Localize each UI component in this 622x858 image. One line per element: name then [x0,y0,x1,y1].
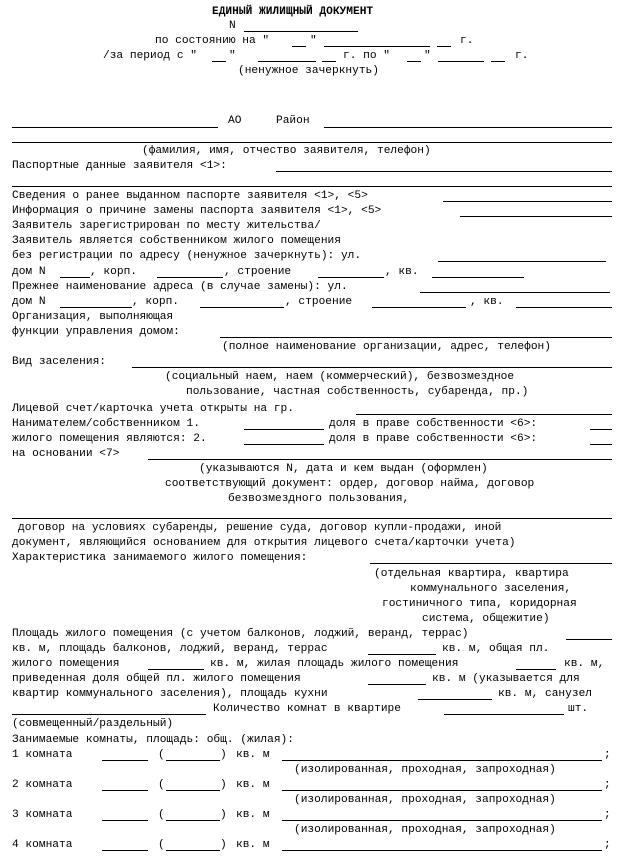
room-area-field[interactable] [102,760,148,761]
document-number-field[interactable] [244,31,358,32]
no-reg-address-label: без регистрации по адресу (ненужное зачеркнуть): ул. [12,250,362,262]
period-label: /за период с " [103,50,197,62]
strike-note: (ненужное зачеркнуть) [238,65,379,77]
room-area-field[interactable] [102,820,148,821]
kitchen-area-field[interactable] [418,699,492,700]
room-type-field[interactable] [282,790,602,791]
org-label-2: функции управления домом: [12,326,180,338]
period-to-label: г. по " [343,50,390,62]
as-of-quote: " [310,35,317,47]
room-semicolon: ; [604,839,611,851]
char-caption-3: гостиничного типа, коридорная [382,598,577,610]
passport-field[interactable] [276,171,612,172]
room-living-area-field[interactable] [166,850,220,851]
room-label: 2 комната [12,779,73,791]
char-caption-1: (отдельная квартира, квартира [374,568,569,580]
living-area-field[interactable] [516,669,556,670]
prev-street-field[interactable] [420,292,610,293]
replace-reason-label: Информация о причине замены паспорта заявителя <1>, <5> [12,205,382,217]
area-line-3a: жилого помещения [12,658,120,670]
prev-house-field[interactable] [60,307,132,308]
basis-caption-5: документ, являющийся основанием для открытия лицевого счета/карточки учета) [12,537,516,549]
korp-label: , корп. [90,266,137,278]
as-of-year-suffix: г. [460,35,474,47]
room-type-field[interactable] [282,850,602,851]
basis-caption-1: (указываются N, дата и кем выдан (оформлен) [199,463,488,475]
applicant-name-caption: (фамилия, имя, отчество заявителя, телефон) [142,145,431,157]
room-type-caption: (изолированная, проходная, запроходная) [294,764,556,776]
room-type-field[interactable] [282,820,602,821]
area-line-4b: кв. м (указывается для [432,673,580,685]
period-from-year-field[interactable] [322,61,336,62]
rooms-count-unit: шт. [568,703,589,715]
org-field[interactable] [220,337,612,338]
prev-kv-label: , кв. [470,296,504,308]
room-close-paren: ) [220,749,227,761]
area-line-2a: кв. м, площадь балконов, лоджий, веранд, террас [12,643,328,655]
tenant-1-field[interactable] [244,429,324,430]
share-label-1: доля в праве собственности <6>: [329,418,538,430]
stroenie-field[interactable] [318,277,384,278]
basis-label: на основании <7> [12,448,120,460]
area-line-5b: кв. м, санузел [498,688,592,700]
characteristics-label: Характеристика занимаемого жилого помещения: [12,552,308,564]
room-label: 3 комната [12,809,73,821]
room-type-field[interactable] [282,760,602,761]
settlement-field[interactable] [132,367,612,368]
district-label: Район [276,115,310,127]
prev-passport-label: Сведения о ранее выданном паспорте заявителя <1>, <5> [12,190,368,202]
total-area-field[interactable] [566,639,612,640]
period-to-year-field[interactable] [491,61,505,62]
house-label: дом N [12,266,46,278]
passport-label: Паспортные данные заявителя <1>: [12,160,227,172]
area-line-2b: кв. м, общая пл. [442,643,550,655]
prev-house-label: дом N [12,296,46,308]
area-line-4a: приведенная доля общей пл. жилого помещения [12,673,301,685]
settlement-label: Вид заселения: [12,356,106,368]
room-label: 1 комната [12,749,73,761]
owner-label: Заявитель является собственником жилого помещения [12,235,341,247]
room-unit: кв. м [236,809,270,821]
prev-address-label: Прежнее наименование адреса (в случае замены): ул. [12,281,348,293]
balcony-area-field[interactable] [368,654,436,655]
stroenie-label: , строение [224,266,292,278]
tenants-label-2: жилого помещения являются: 2. [12,433,207,445]
period-quote-1: " [229,50,236,62]
room-open-paren: ( [158,809,165,821]
basis-caption-3: безвозмездного пользования, [228,493,410,505]
registered-label: Заявитель зарегистрирован по месту жительства/ [12,220,321,232]
account-field[interactable] [356,414,612,415]
tenants-label-1: Нанимателем/собственником 1. [12,418,200,430]
tenant-2-field[interactable] [244,444,324,445]
basis-field[interactable] [148,459,612,460]
basis-field-2[interactable] [12,518,612,519]
general-area-field[interactable] [148,669,204,670]
room-semicolon: ; [604,779,611,791]
period-year-suffix: г. [515,50,529,62]
prev-kv-field[interactable] [516,307,612,308]
prev-stroenie-label: , строение [285,296,353,308]
room-close-paren: ) [220,839,227,851]
room-unit: кв. м [236,839,270,851]
area-line-5a: квартир коммунального заселения), площадь кухни [12,688,328,700]
room-open-paren: ( [158,779,165,791]
room-living-area-field[interactable] [166,760,220,761]
room-open-paren: ( [158,839,165,851]
period-to-month-field[interactable] [438,61,484,62]
as-of-year-field[interactable] [437,46,451,47]
room-area-field[interactable] [102,790,148,791]
street-field[interactable] [438,261,606,262]
characteristics-field[interactable] [370,563,612,564]
prev-stroenie-field[interactable] [372,307,466,308]
period-to-day-field[interactable] [407,61,421,62]
bathroom-field[interactable] [12,714,206,715]
as-of-label: по состоянию на " [155,35,270,47]
korp-field[interactable] [157,277,223,278]
basis-caption-2: соответствующий документ: ордер, договор найма, договор [165,478,535,490]
ao-label: АО [228,115,242,127]
room-close-paren: ) [220,809,227,821]
district-field[interactable] [324,127,612,128]
room-label: 4 комната [12,839,73,851]
period-quote-2: " [424,50,431,62]
area-line-3c: кв. м, [564,658,605,670]
org-label-1: Организация, выполняющая [12,311,174,323]
settlement-caption-1: (социальный наем, наем (коммерческий), безвозмездное [165,371,515,383]
char-caption-2: коммунального заселения, [410,583,572,595]
area-line-1: Площадь жилого помещения (с учетом балконов, лоджий, веранд, террас) [12,628,469,640]
room-type-caption: (изолированная, проходная, запроходная) [294,824,556,836]
room-open-paren: ( [158,749,165,761]
room-unit: кв. м [236,749,270,761]
kv-field[interactable] [432,277,524,278]
account-label: Лицевой счет/карточка учета открыты на гр. [12,403,294,415]
rooms-count-label: Количество комнат в квартире [213,703,401,715]
prev-passport-field[interactable] [443,201,612,202]
room-living-area-field[interactable] [166,790,220,791]
occupied-rooms-label: Занимаемые комнаты, площадь: общ. (жилая): [12,734,294,746]
room-semicolon: ; [604,809,611,821]
prev-korp-label: , корп. [132,296,179,308]
room-unit: кв. м [236,779,270,791]
passport-field-2[interactable] [12,186,612,187]
house-field[interactable] [60,277,90,278]
replace-reason-field[interactable] [460,216,612,217]
room-living-area-field[interactable] [166,820,220,821]
area-line-3b: кв. м, жилая площадь жилого помещения [210,658,459,670]
settlement-caption-2: пользование, частная собственность, субаренда, пр.) [186,386,529,398]
share-area-field[interactable] [368,684,426,685]
prev-korp-field[interactable] [200,307,284,308]
kv-label: , кв. [385,266,419,278]
room-area-field[interactable] [102,850,148,851]
basis-caption-4: договор на условиях субаренды, решение суда, договор купли-продажи, иной [18,522,502,534]
as-of-month-field[interactable] [324,46,430,47]
period-from-month-field[interactable] [258,61,316,62]
rooms-count-field[interactable] [444,714,564,715]
share-1-field[interactable] [590,429,612,430]
applicant-name-field[interactable] [12,142,612,143]
org-caption: (полное наименование организации, адрес, телефон) [222,341,551,353]
period-from-day-field[interactable] [212,61,226,62]
char-caption-4: система, общежитие) [422,613,550,625]
share-2-field[interactable] [590,444,612,445]
document-number-label: N [229,20,236,32]
room-type-caption: (изолированная, проходная, запроходная) [294,794,556,806]
room-semicolon: ; [604,749,611,761]
as-of-day-field[interactable] [292,46,306,47]
bathroom-caption: (совмещенный/раздельный) [12,718,174,730]
share-label-2: доля в праве собственности <6>: [329,433,538,445]
room-close-paren: ) [220,779,227,791]
applicant-ao-field[interactable] [12,127,218,128]
document-title: ЕДИНЫЙ ЖИЛИЩНЫЙ ДОКУМЕНТ [212,6,374,18]
